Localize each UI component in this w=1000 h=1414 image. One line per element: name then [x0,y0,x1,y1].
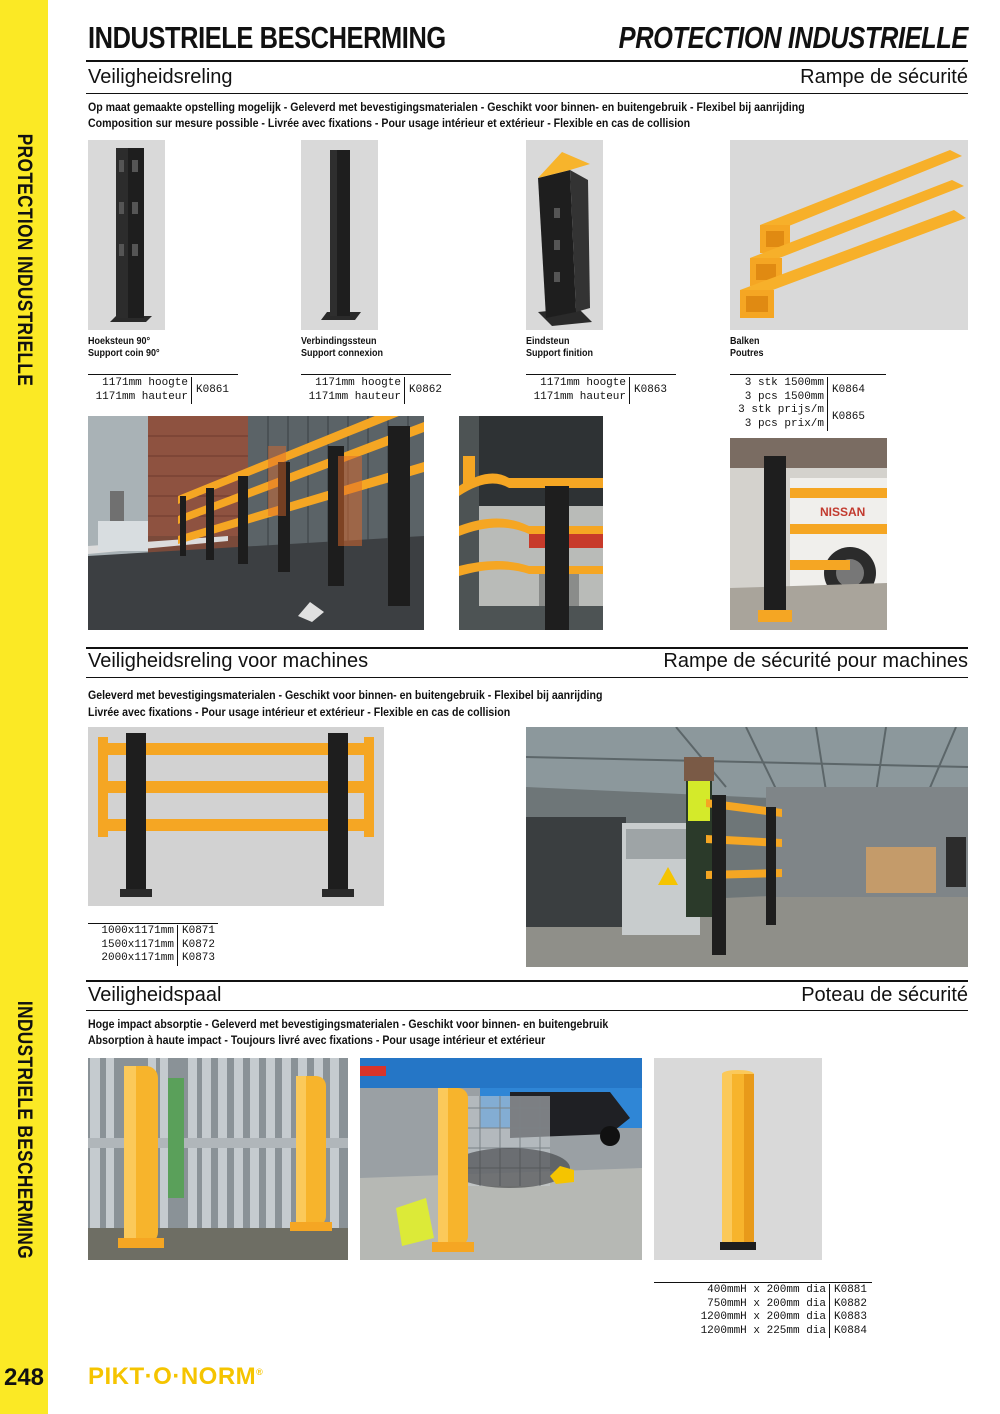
section3-desc-nl: Hoge impact absorptie - Geleverd met bevestigingsmaterialen - Geschikt voor binnen- en buitengebruik [88,1019,609,1031]
section2-desc-nl: Geleverd met bevestigingsmaterialen - Geschikt voor binnen- en buitengebruik - Flexibel bij aanrijding [88,690,603,702]
product1-table-rule [88,374,238,375]
product4-dim1: 3 stk 1500mm [744,377,824,389]
product4-dim3: 3 stk prijs/m [738,404,824,416]
section2-table [88,925,215,966]
photo-connection-post [301,140,378,330]
product1-dim1: 1171mm hoogte [102,377,188,389]
product2-table [303,377,442,404]
photo-beams [730,140,968,330]
section3-table [654,1284,867,1338]
section2-row1-code: K0871 [182,925,216,937]
photo-corner-post [88,140,165,330]
section2-row3-dim: 2000x1171mm [101,952,174,964]
section2-row2-code: K0872 [182,938,216,951]
section3-row3-code: K0883 [834,1311,868,1323]
product3-table [528,377,667,404]
product2-dim1: 1171mm hoogte [315,377,401,389]
section3-title-right: Poteau de sécurité [801,984,968,1006]
section3-row1-dim: 400mmH x 200mm dia [707,1284,826,1296]
product1-table [90,377,229,404]
photo-van-railing [730,438,887,630]
product2-table-rule [301,374,451,375]
section3-rule [86,1010,968,1011]
section1-title-left: Veiligheidsreling [88,66,233,88]
photo-end-post [526,140,603,330]
product4-code: K0864 [832,384,866,396]
brand-logo-mark: ® [256,1367,264,1377]
section3-row4-dim: 1200mmH x 225mm dia [700,1324,826,1337]
product2-code: K0862 [409,384,443,396]
section2-row3-code: K0873 [182,952,216,964]
product4-dim4: 3 pcs prix/m [744,417,824,430]
product3-code: K0863 [634,384,668,396]
product3-dim2: 1171mm hauteur [533,390,626,403]
product3-table-rule [526,374,676,375]
brand-logo [88,1363,263,1391]
page-number: 248 [3,1364,45,1391]
photo-outdoor-railing [88,416,424,630]
sidebar-top-label: PROTECTION INDUSTRIELLE [13,133,36,387]
product2-label: Verbindingssteun Support connexion [301,336,383,359]
product3-dim1: 1171mm hoogte [540,377,626,389]
section2-desc-fr: Livrée avec fixations - Pour usage intérieur et extérieur - Flexible en cas de collision [88,707,511,719]
section1-title-right: Rampe de sécurité [800,66,968,88]
section2-top-rule [86,647,968,649]
product1-code: K0861 [196,384,230,396]
header-title-left: INDUSTRIELE BESCHERMING [88,20,446,55]
section1-desc-fr: Composition sur mesure possible - Livrée avec fixations - Pour usage intérieur et extérieur - Flexible en cas de collision [88,118,691,130]
section2-table-rule [88,923,218,924]
brand-logo-text: PIKT·O·NORM [88,1363,257,1390]
section1-rule [86,93,968,94]
product4-table-rule [730,374,886,375]
product1-label: Hoeksteun 90° Support coin 90° [88,336,160,359]
section3-table-rule [654,1282,872,1283]
photo-bollard-product [654,1058,822,1260]
section3-row1-code: K0881 [834,1284,868,1296]
header-title-right: PROTECTION INDUSTRIELLE [618,20,968,55]
section2-row2-dim: 1500x1171mm [101,938,174,951]
sidebar-bottom-label: INDUSTRIELE BESCHERMING [13,1000,36,1260]
section2-row1-dim: 1000x1171mm [101,925,174,937]
product4-code2: K0865 [832,411,866,423]
section2-title-right: Rampe de sécurité pour machines [663,650,968,672]
product4-table [732,377,865,431]
section3-row2-code: K0882 [834,1297,868,1310]
section3-row2-dim: 750mmH x 200mm dia [707,1297,826,1310]
section3-row4-code: K0884 [834,1324,868,1337]
photo-machine-railing [88,727,384,906]
product4-label: Balken Poutres [730,336,764,359]
photo-forklift-railing [459,416,603,630]
photo-bollards-parking [360,1058,642,1260]
photo-bollards-outdoor [88,1058,348,1260]
section3-desc-fr: Absorption à haute impact - Toujours livré avec fixations - Pour usage intérieur et extérieur [88,1035,546,1047]
section2-rule [86,677,968,678]
product3-label: Eindsteun Support finition [526,336,593,359]
section3-row3-dim: 1200mmH x 200mm dia [700,1311,826,1323]
section3-title-left: Veiligheidspaal [88,984,222,1006]
photo-factory-machine [526,727,968,967]
product1-dim2: 1171mm hauteur [95,390,188,403]
section1-desc-nl: Op maat gemaakte opstelling mogelijk - Geleverd met bevestigingsmaterialen - Geschikt voor binnen- en buitengebruik - Flexibel bij aanrijding [88,102,805,114]
truck-brand-text: NISSAN [820,505,866,519]
product4-dim2: 3 pcs 1500mm [744,390,824,403]
section2-title-left: Veiligheidsreling voor machines [88,650,369,672]
product2-dim2: 1171mm hauteur [308,390,401,403]
section3-top-rule [86,980,968,982]
header-rule [86,60,968,62]
